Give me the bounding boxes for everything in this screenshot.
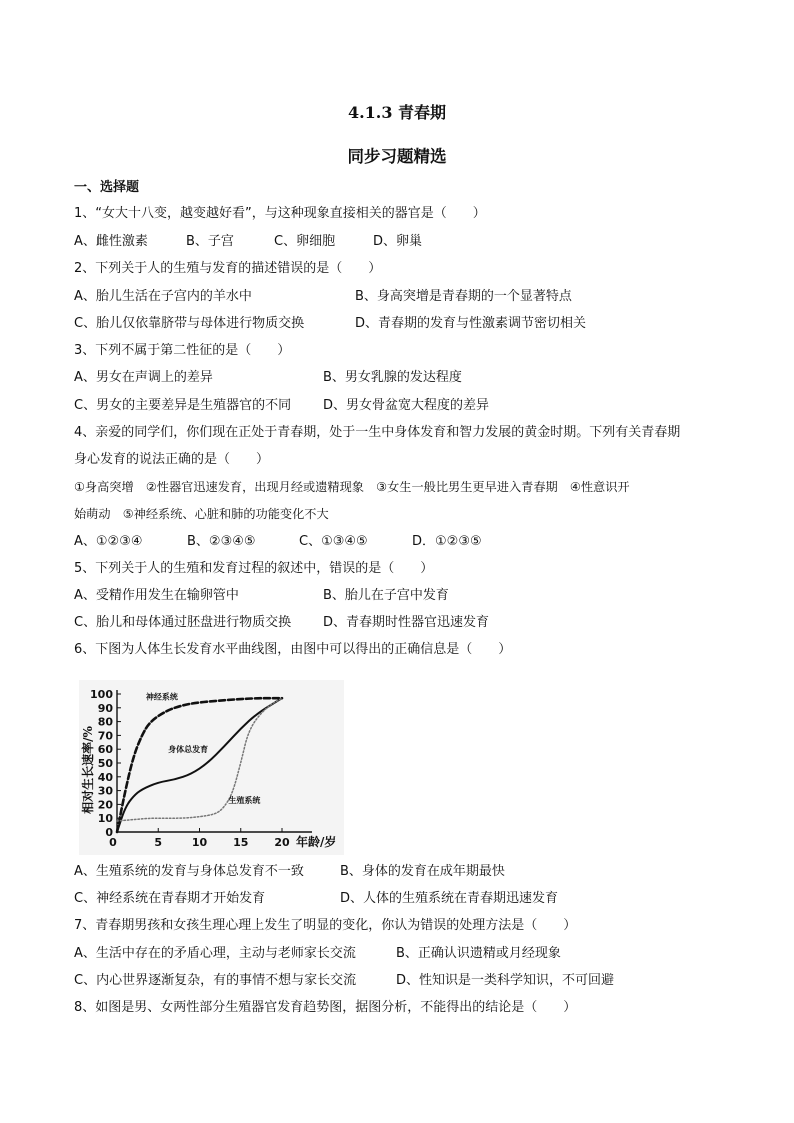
y-tick-label: 30 [97, 784, 113, 798]
q2-option-c: C、胎儿仅依靠脐带与母体进行物质交换 [74, 316, 305, 331]
q4-option-c: C、①③④⑤ [299, 534, 368, 549]
y-tick-label: 90 [97, 701, 113, 715]
growth-curve-chart [79, 680, 344, 855]
q4-option-d: D．①②③⑤ [412, 534, 482, 549]
section-heading: 一、选择题 [74, 180, 140, 195]
q1-option-c: C、卵细胞 [274, 234, 336, 249]
x-axis-label: 年龄/岁 [296, 835, 337, 849]
q2-option-b: B、身高突增是青春期的一个显著特点 [355, 289, 572, 304]
q6-option-d: D、人体的生殖系统在青春期迅速发育 [340, 891, 559, 906]
q5-option-d: D、青春期时性器官迅速发育 [323, 615, 490, 630]
question-4-stem-line2: 身心发育的说法正确的是（ ） [74, 452, 270, 467]
question-3-stem: 3、下列不属于第二性征的是（ ） [74, 343, 291, 358]
q3-option-b: B、男女乳腺的发达程度 [323, 370, 462, 385]
q6-option-a: A、生殖系统的发育与身体总发育不一致 [74, 864, 304, 879]
q6-option-b: B、身体的发育在成年期最快 [340, 864, 505, 879]
q7-option-a: A、生活中存在的矛盾心理，主动与老师家长交流 [74, 946, 356, 961]
q4-option-b: B、②③④⑤ [187, 534, 256, 549]
question-1-stem: 1、“女大十八变，越变越好看”，与这种现象直接相关的器官是（ ） [74, 206, 486, 221]
question-5-stem: 5、下列关于人的生殖和发育过程的叙述中，错误的是（ ） [74, 561, 434, 576]
q7-option-d: D、性知识是一类科学知识，不可回避 [396, 973, 615, 988]
y-tick-label: 100 [90, 688, 113, 701]
y-tick-label: 40 [97, 770, 113, 784]
q1-option-b: B、子宫 [186, 234, 234, 249]
y-tick-label: 10 [97, 812, 113, 826]
question-8-stem: 8、如图是男、女两性部分生殖器官发育趋势图，据图分析，不能得出的结论是（ ） [74, 1000, 577, 1015]
q5-option-c: C、胎儿和母体通过胚盘进行物质交换 [74, 615, 292, 630]
question-4-items-line2: 始萌动 ⑤神经系统、心脏和肺的功能变化不大 [74, 507, 329, 521]
y-tick-label: 60 [97, 743, 113, 757]
q3-option-d: D、男女骨盆宽大程度的差异 [323, 398, 490, 413]
page-subtitle: 同步习题精选 [347, 147, 447, 166]
y-tick-label: 50 [97, 757, 113, 770]
q6-option-c: C、神经系统在青春期才开始发育 [74, 891, 266, 906]
q7-option-b: B、正确认识遗精或月经现象 [396, 946, 561, 961]
q5-option-b: B、胎儿在子宫中发育 [323, 588, 449, 603]
y-tick-label: 0 [105, 826, 113, 839]
y-tick-label: 70 [97, 729, 113, 743]
x-tick-label: 10 [191, 836, 208, 849]
series-label: 神经系统 [145, 692, 178, 702]
q3-option-a: A、男女在声调上的差异 [74, 370, 213, 385]
series-label: 身体总发育 [168, 744, 209, 754]
q1-option-d: D、卵巢 [373, 234, 423, 249]
q2-option-a: A、胎儿生活在子宫内的羊水中 [74, 289, 252, 304]
question-4-stem-line1: 4、亲爱的同学们，你们现在正处于青春期，处于一生中身体发育和智力发展的黄金时期。下列有关青春期 [74, 425, 681, 440]
question-4-items-line1: ①身高突增 ②性器官迅速发育，出现月经或遗精现象 ③女生一般比男生更早进入青春期 ④性意识开 [74, 480, 630, 494]
q3-option-c: C、男女的主要差异是生殖器官的不同 [74, 398, 292, 413]
x-tick-label: 0 [109, 836, 117, 849]
question-2-stem: 2、下列关于人的生殖与发育的描述错误的是（ ） [74, 261, 382, 276]
q7-option-c: C、内心世界逐渐复杂，有的事情不想与家长交流 [74, 973, 357, 988]
y-tick-label: 20 [97, 798, 113, 812]
question-7-stem: 7、青春期男孩和女孩生理心理上发生了明显的变化，你认为错误的处理方法是（ ） [74, 918, 577, 933]
q1-option-a: A、雌性激素 [74, 234, 148, 249]
x-tick-label: 15 [233, 836, 249, 849]
q5-option-a: A、受精作用发生在输卵管中 [74, 588, 239, 603]
series-label: 生殖系统 [228, 796, 261, 806]
x-tick-label: 5 [154, 836, 163, 849]
question-6-stem: 6、下图为人体生长发育水平曲线图，由图中可以得出的正确信息是（ ） [74, 642, 512, 657]
x-tick-label: 20 [274, 836, 290, 849]
page-title: 4.1.3 青春期 [347, 103, 447, 122]
y-tick-label: 80 [97, 715, 113, 729]
q2-option-d: D、青春期的发育与性激素调节密切相关 [355, 316, 587, 331]
q4-option-a: A、①②③④ [74, 534, 143, 549]
y-axis-label: 相对生长速率/% [81, 726, 95, 814]
